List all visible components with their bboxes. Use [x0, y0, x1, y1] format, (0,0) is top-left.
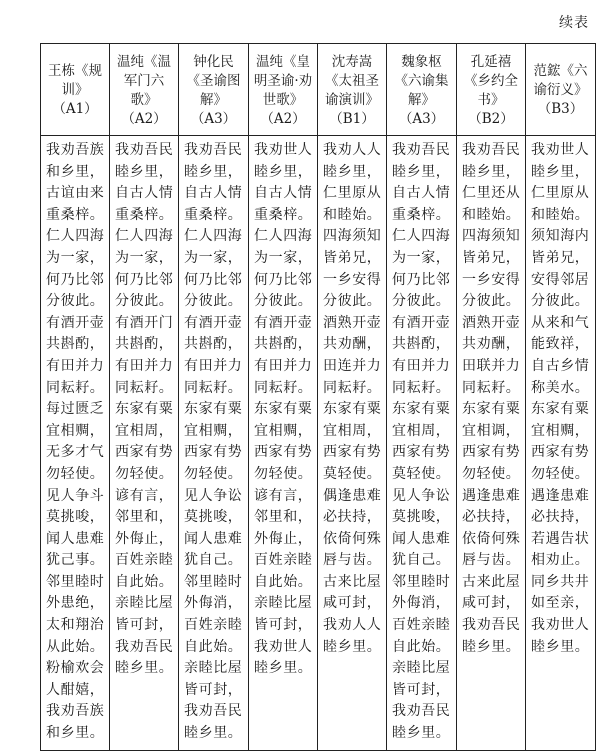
column-header [526, 44, 596, 136]
verse-cell [110, 136, 179, 751]
verse-cell [457, 136, 526, 751]
verse-text: 我劝人人 睦乡里， 仁里原从 和睦始。 四海须知 皆弟兄， 一乡安得 分彼此。 酒熟开壶 共劝酬， 田连并力 同耘耔。 东家有粟 宜相周， 西家有势 莫轻使。 偶逢患难 必扶持， 依倚何殊 唇与齿。 古来比屋 咸可封， 我劝人人 睦乡里。 [323, 142, 382, 655]
continued-label: 续表 [559, 15, 589, 31]
verse-text: 我劝吾民 睦乡里， 自古人情 重桑梓。 仁人四海 为一家， 何乃比邻 分彼此。 有酒开壶 共斟酌， 有田并力 同耘耔。 东家有粟 宜相赒， 西家有势 勿轻使。 见人争讼 莫挑唆， 闻人患难 犹自己。 邻里睦时 外侮消， 百姓亲睦 自此始。 亲睦比屋 皆可封， 我劝吾民 睦乡里。 [184, 142, 243, 742]
header-code: （B3） [537, 101, 584, 117]
header-code: （B2） [468, 110, 514, 127]
header-code: （A2） [121, 110, 167, 127]
header-code: （A2） [260, 110, 306, 127]
verse-cell [41, 136, 110, 751]
column-header [318, 44, 387, 136]
column-header [457, 44, 526, 136]
column-header [110, 44, 179, 136]
column-header [179, 44, 249, 136]
comparison-table [40, 43, 596, 751]
verse-cell [318, 136, 387, 751]
header-source: 钟化民《圣谕图解》 [186, 53, 241, 108]
verse-cell [249, 136, 318, 751]
content-row [41, 136, 596, 751]
verse-text: 我劝世人 睦乡里， 仁里原从 和睦始。 须知海内 皆弟兄， 安得邻居 分彼此。 从来和气 能致祥， 自古乡情 称美水。 东家有粟 宜相赒， 西家有势 勿轻使。 遇逢患难 必扶持， 若遇告状 相劝止。 同乡共井 如至亲， 我劝世人 睦乡里。 [531, 142, 590, 655]
column-header [387, 44, 457, 136]
verse-text: 我劝吾族 和乡里， 古谊由来 重桑梓。 仁人四海 为一家， 何乃比邻 分彼此。 有酒开壶 共斟酌， 有田并力 同耘耔。 每过匮乏 宜相赒， 无多才气 勿轻使。 见人争斗 莫挑唆， 闻人患难 犹己事。 邻里睦时 外患绝， 太和翔治 从此始。 粉榆欢会 人酣嬉， 我劝吾族 和乡里。 [46, 142, 105, 742]
header-source: 王栋《规训》 [48, 63, 102, 98]
header-code: （A3） [398, 110, 445, 127]
header-source: 范鋐《六谕衍义》 [533, 63, 588, 98]
header-source: 孔延禧《乡约全书》 [464, 53, 518, 108]
header-code: （A1） [52, 101, 98, 117]
verse-text: 我劝吾民 睦乡里， 自古人情 重桑梓。 仁人四海 为一家， 何乃比邻 分彼此。 有酒开门 共斟酌， 有田并力 同耘耔。 东家有粟 宜相周， 西家有势 勿轻使。 谚有言， 邻里和， 外侮止， 百姓亲睦 自此始。 亲睦比屋 皆可封， 我劝吾民 睦乡里。 [115, 142, 174, 677]
header-code: （A3） [190, 110, 237, 127]
verse-text: 我劝吾民 睦乡里， 仁里还从 和睦始。 四海须知 皆弟兄， 一乡安得 分彼此。 酒熟开壶 共劝酬， 田联并力 同耘耔。 东家有粟 宜相调， 西家有势 勿轻使。 遇逢患难 必扶持， 依倚何殊 唇与齿。 古来此屋 咸可封， 我劝吾民 睦乡里。 [462, 142, 521, 655]
column-header [249, 44, 318, 136]
header-row [41, 44, 596, 136]
header-source: 沈寿嵩《太祖圣谕演训》 [325, 53, 379, 108]
verse-cell [179, 136, 249, 751]
header-source: 魏象枢《六谕集解》 [394, 53, 449, 108]
verse-cell [526, 136, 596, 751]
verse-text: 我劝吾民 睦乡里， 自古人情 重桑梓。 仁人四海 为一家， 何乃比邻 分彼此。 有酒开壶 共斟酌， 有田并力 同耘耔。 东家有粟 宜相周， 西家有势 莫轻使。 见人争讼 莫挑唆， 闻人患难 犹自己。 邻里睦时 外侮消， 百姓亲睦 自此始。 亲睦比屋 皆可封， 我劝吾民 睦乡里。 [392, 142, 451, 742]
header-code: （B1） [329, 110, 375, 127]
header-source: 温纯《皇明圣谕·劝世歌》 [253, 53, 313, 108]
column-header [41, 44, 110, 136]
verse-text: 我劝世人 睦乡里， 自古人情 重桑梓。 仁人四海 为一家， 何乃比邻 分彼此。 有酒开壶 共斟酌， 有田并力 同耘耔。 东家有粟 宜相赒， 西家有势 勿轻使。 谚有言， 邻里和， 外侮止， 百姓亲睦 自此始。 亲睦比屋 皆可封， 我劝世人 睦乡里。 [254, 142, 313, 677]
verse-cell [387, 136, 457, 751]
header-source: 温纯《温军门六歌》 [117, 53, 171, 108]
